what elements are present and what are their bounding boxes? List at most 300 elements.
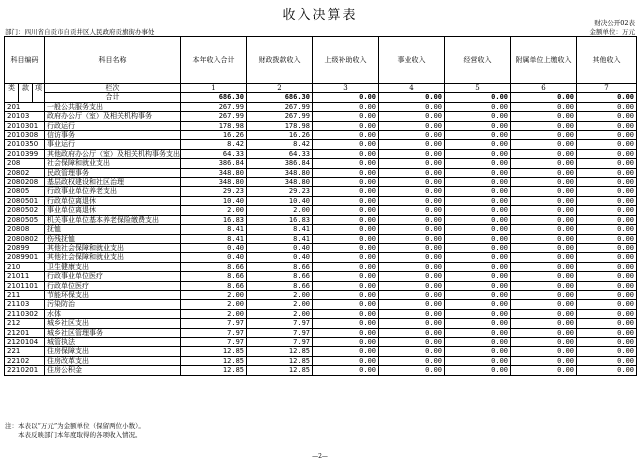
footnote-line: 本表反映部门本年度取得的各项收入情况。 — [5, 431, 142, 439]
header-xiang: 项 — [33, 84, 45, 103]
row-name: 行政事业单位医疗 — [45, 272, 181, 281]
income-table — [4, 36, 637, 376]
row-value: 0.00 — [577, 168, 637, 177]
department-label: 部门：四川省自贡市自贡井区人民政府贡旗街办事处 — [5, 28, 155, 36]
row-name: 民政管理事务 — [45, 168, 181, 177]
row-name: 城乡社区管理事务 — [45, 328, 181, 337]
row-name: 节能环保支出 — [45, 290, 181, 299]
row-code: 20802 — [5, 168, 45, 177]
total-row — [5, 93, 637, 102]
index-7: 7 — [577, 84, 637, 93]
row-value: 0.00 — [577, 290, 637, 299]
row-code: 20805 — [5, 187, 45, 196]
row-value: 0.00 — [511, 178, 577, 187]
row-name: 事业单位离退休 — [45, 206, 181, 215]
total-value: 686.30 — [247, 93, 313, 102]
table-row — [5, 281, 637, 290]
table-row — [5, 178, 637, 187]
table-row — [5, 215, 637, 224]
row-value: 8.66 — [247, 272, 313, 281]
table-row — [5, 253, 637, 262]
row-value: 0.00 — [511, 309, 577, 318]
row-name: 信访事务 — [45, 131, 181, 140]
table-row — [5, 131, 637, 140]
row-code: 21201 — [5, 328, 45, 337]
row-value: 0.00 — [379, 356, 445, 365]
index-5: 5 — [445, 84, 511, 93]
row-value: 0.00 — [511, 196, 577, 205]
row-value: 0.00 — [445, 347, 511, 356]
table-row — [5, 262, 637, 271]
row-value: 0.00 — [379, 206, 445, 215]
header-col2: 财政拨款收入 — [247, 37, 313, 84]
row-value: 8.42 — [181, 140, 247, 149]
row-code: 2120104 — [5, 337, 45, 346]
amount-unit: 金额单位：万元 — [589, 28, 635, 36]
row-value: 0.00 — [511, 356, 577, 365]
row-value: 0.00 — [445, 215, 511, 224]
row-value: 0.00 — [577, 309, 637, 318]
row-value: 0.00 — [445, 131, 511, 140]
row-code: 2210201 — [5, 366, 45, 375]
row-value: 0.00 — [313, 206, 379, 215]
row-value: 0.00 — [577, 253, 637, 262]
row-value: 0.00 — [511, 337, 577, 346]
row-value: 0.00 — [379, 102, 445, 111]
row-name: 住房公积金 — [45, 366, 181, 375]
row-value: 12.85 — [181, 347, 247, 356]
row-value: 0.00 — [445, 290, 511, 299]
footnotes — [5, 422, 145, 440]
row-value: 0.00 — [511, 234, 577, 243]
row-value: 0.00 — [445, 281, 511, 290]
row-value: 0.00 — [379, 112, 445, 121]
total-value: 0.00 — [445, 93, 511, 102]
total-value: 686.30 — [181, 93, 247, 102]
row-name: 住房保障支出 — [45, 347, 181, 356]
row-code: 20899 — [5, 243, 45, 252]
row-code: 208 — [5, 159, 45, 168]
row-code: 20103 — [5, 112, 45, 121]
header-col7: 其他收入 — [577, 37, 637, 84]
header-lei: 类 — [5, 84, 19, 103]
row-value: 16.83 — [247, 215, 313, 224]
row-value: 0.00 — [577, 234, 637, 243]
row-value: 0.00 — [313, 215, 379, 224]
row-code: 2110302 — [5, 309, 45, 318]
row-value: 0.00 — [313, 281, 379, 290]
row-value: 0.00 — [379, 309, 445, 318]
row-value: 0.00 — [577, 281, 637, 290]
row-value: 348.80 — [181, 168, 247, 177]
row-value: 0.00 — [379, 281, 445, 290]
row-value: 0.00 — [511, 112, 577, 121]
row-value: 0.00 — [313, 309, 379, 318]
row-value: 0.00 — [577, 337, 637, 346]
row-code: 2080505 — [5, 215, 45, 224]
row-code: 2010308 — [5, 131, 45, 140]
table-row — [5, 187, 637, 196]
header-col6: 附属单位上缴收入 — [511, 37, 577, 84]
row-value: 0.00 — [577, 149, 637, 158]
header-col5: 经营收入 — [445, 37, 511, 84]
row-name: 行政单位医疗 — [45, 281, 181, 290]
table-row — [5, 196, 637, 205]
row-value: 0.00 — [445, 234, 511, 243]
footnote-line: 注：本表以“万元”为金额单位（保留两位小数）。 — [5, 422, 145, 430]
row-value: 2.00 — [181, 206, 247, 215]
row-value: 0.40 — [181, 253, 247, 262]
row-value: 0.00 — [511, 347, 577, 356]
row-value: 267.99 — [247, 112, 313, 121]
row-value: 2.00 — [247, 309, 313, 318]
row-value: 0.00 — [511, 206, 577, 215]
header-row — [5, 37, 637, 84]
row-value: 0.00 — [445, 112, 511, 121]
row-value: 7.97 — [181, 319, 247, 328]
row-value: 178.98 — [247, 121, 313, 130]
row-code: 212 — [5, 319, 45, 328]
row-value: 2.00 — [181, 300, 247, 309]
row-value: 0.00 — [511, 290, 577, 299]
row-name: 其他社会保障和就业支出 — [45, 243, 181, 252]
row-value: 0.00 — [445, 149, 511, 158]
row-value: 0.00 — [511, 328, 577, 337]
row-value: 7.97 — [247, 337, 313, 346]
row-value: 16.26 — [247, 131, 313, 140]
row-name: 其他政府办公厅（室）及相关机构事务支出 — [45, 149, 181, 158]
row-value: 8.41 — [181, 225, 247, 234]
table-row — [5, 366, 637, 375]
row-value: 8.41 — [247, 225, 313, 234]
table-row — [5, 243, 637, 252]
header-col4: 事业收入 — [379, 37, 445, 84]
row-value: 16.26 — [181, 131, 247, 140]
row-value: 8.41 — [181, 234, 247, 243]
row-value: 0.00 — [577, 328, 637, 337]
table-row — [5, 102, 637, 111]
row-value: 0.00 — [313, 290, 379, 299]
row-value: 0.00 — [379, 319, 445, 328]
table-row — [5, 168, 637, 177]
row-value: 0.00 — [313, 178, 379, 187]
row-value: 267.99 — [247, 102, 313, 111]
row-value: 0.00 — [379, 300, 445, 309]
row-value: 0.00 — [445, 272, 511, 281]
row-name: 一般公共服务支出 — [45, 102, 181, 111]
index-3: 3 — [313, 84, 379, 93]
row-value: 0.00 — [445, 328, 511, 337]
row-value: 0.00 — [577, 131, 637, 140]
row-value: 7.97 — [247, 328, 313, 337]
row-value: 0.00 — [379, 168, 445, 177]
row-value: 0.00 — [313, 347, 379, 356]
row-name: 伤残抚恤 — [45, 234, 181, 243]
row-code: 201 — [5, 102, 45, 111]
row-code: 20808 — [5, 225, 45, 234]
row-value: 2.00 — [247, 290, 313, 299]
total-value: 0.00 — [511, 93, 577, 102]
row-value: 0.00 — [577, 366, 637, 375]
row-value: 0.00 — [577, 215, 637, 224]
column-index-row — [5, 84, 637, 93]
row-value: 0.00 — [577, 206, 637, 215]
row-code: 2080502 — [5, 206, 45, 215]
row-value: 386.84 — [181, 159, 247, 168]
row-value: 0.00 — [511, 121, 577, 130]
row-value: 0.00 — [445, 168, 511, 177]
row-value: 0.00 — [511, 281, 577, 290]
row-value: 29.23 — [181, 187, 247, 196]
table-row — [5, 347, 637, 356]
row-value: 0.00 — [313, 243, 379, 252]
row-value: 348.80 — [247, 178, 313, 187]
row-value: 386.84 — [247, 159, 313, 168]
row-value: 0.00 — [445, 159, 511, 168]
row-value: 0.00 — [313, 112, 379, 121]
table-row — [5, 206, 637, 215]
row-value: 16.83 — [181, 215, 247, 224]
row-value: 0.00 — [313, 319, 379, 328]
header-col3: 上级补助收入 — [313, 37, 379, 84]
table-row — [5, 290, 637, 299]
row-value: 0.00 — [445, 140, 511, 149]
lanci-label: 栏次 — [45, 84, 181, 93]
row-name: 社会保障和就业支出 — [45, 159, 181, 168]
row-value: 0.00 — [577, 196, 637, 205]
row-code: 2101101 — [5, 281, 45, 290]
index-6: 6 — [511, 84, 577, 93]
row-value: 8.66 — [181, 281, 247, 290]
row-value: 0.00 — [577, 356, 637, 365]
row-value: 0.00 — [577, 112, 637, 121]
table-row — [5, 356, 637, 365]
row-value: 0.00 — [379, 178, 445, 187]
row-value: 0.00 — [511, 272, 577, 281]
row-value: 0.00 — [313, 262, 379, 271]
row-value: 0.40 — [247, 253, 313, 262]
row-code: 2089901 — [5, 253, 45, 262]
row-name: 行政事业单位养老支出 — [45, 187, 181, 196]
index-4: 4 — [379, 84, 445, 93]
row-value: 0.00 — [379, 253, 445, 262]
row-code: 2010350 — [5, 140, 45, 149]
header-code: 科目编码 — [5, 37, 45, 84]
row-value: 0.00 — [379, 328, 445, 337]
row-value: 0.00 — [379, 366, 445, 375]
row-value: 0.00 — [577, 121, 637, 130]
row-value: 0.00 — [313, 131, 379, 140]
row-value: 0.00 — [313, 168, 379, 177]
row-name: 城管执法 — [45, 337, 181, 346]
row-value: 0.00 — [577, 272, 637, 281]
row-value: 0.00 — [313, 328, 379, 337]
row-value: 8.42 — [247, 140, 313, 149]
row-value: 0.00 — [577, 262, 637, 271]
row-value: 0.00 — [313, 253, 379, 262]
row-value: 0.00 — [379, 121, 445, 130]
row-value: 0.00 — [445, 225, 511, 234]
row-value: 29.23 — [247, 187, 313, 196]
row-name: 行政运行 — [45, 121, 181, 130]
row-value: 0.00 — [511, 366, 577, 375]
row-value: 0.00 — [379, 243, 445, 252]
row-name: 行政单位离退休 — [45, 196, 181, 205]
page-number: —2— — [312, 453, 328, 460]
table-row — [5, 319, 637, 328]
table-row — [5, 300, 637, 309]
row-value: 0.00 — [511, 131, 577, 140]
row-value: 0.00 — [577, 300, 637, 309]
row-value: 12.85 — [181, 366, 247, 375]
row-value: 12.85 — [181, 356, 247, 365]
row-code: 2080802 — [5, 234, 45, 243]
row-value: 0.00 — [313, 337, 379, 346]
index-1: 1 — [181, 84, 247, 93]
row-value: 0.00 — [511, 215, 577, 224]
row-value: 0.00 — [379, 196, 445, 205]
total-value: 0.00 — [577, 93, 637, 102]
table-row — [5, 140, 637, 149]
row-value: 0.00 — [577, 178, 637, 187]
row-value: 0.00 — [379, 215, 445, 224]
form-number: 财决公开02表 — [594, 19, 635, 27]
row-value: 0.40 — [181, 243, 247, 252]
row-value: 0.00 — [445, 102, 511, 111]
table-row — [5, 112, 637, 121]
row-value: 0.00 — [577, 187, 637, 196]
row-name: 基层政权建设和社区治理 — [45, 178, 181, 187]
table-row — [5, 149, 637, 158]
index-2: 2 — [247, 84, 313, 93]
row-value: 0.00 — [511, 149, 577, 158]
row-code: 221 — [5, 347, 45, 356]
row-name: 污染防治 — [45, 300, 181, 309]
row-value: 0.00 — [511, 140, 577, 149]
table-row — [5, 309, 637, 318]
row-value: 0.00 — [379, 347, 445, 356]
row-name: 事业运行 — [45, 140, 181, 149]
row-value: 0.00 — [445, 206, 511, 215]
row-value: 64.33 — [247, 149, 313, 158]
row-value: 0.00 — [577, 319, 637, 328]
row-value: 0.00 — [313, 366, 379, 375]
row-value: 0.00 — [379, 225, 445, 234]
row-value: 0.00 — [445, 366, 511, 375]
row-value: 0.00 — [313, 196, 379, 205]
row-value: 0.00 — [577, 140, 637, 149]
row-value: 0.00 — [577, 347, 637, 356]
row-value: 2.00 — [247, 300, 313, 309]
total-value: 0.00 — [379, 93, 445, 102]
row-value: 10.40 — [247, 196, 313, 205]
row-name: 城乡社区支出 — [45, 319, 181, 328]
row-value: 12.85 — [247, 356, 313, 365]
row-value: 0.00 — [313, 356, 379, 365]
row-name: 水体 — [45, 309, 181, 318]
row-value: 0.00 — [445, 243, 511, 252]
row-value: 12.85 — [247, 347, 313, 356]
row-value: 0.00 — [577, 102, 637, 111]
row-name: 住房改革支出 — [45, 356, 181, 365]
row-value: 0.00 — [379, 149, 445, 158]
row-value: 0.00 — [511, 243, 577, 252]
table-row — [5, 121, 637, 130]
row-value: 0.00 — [445, 337, 511, 346]
row-value: 0.00 — [445, 196, 511, 205]
table-row — [5, 328, 637, 337]
row-value: 0.00 — [577, 243, 637, 252]
row-value: 348.80 — [247, 168, 313, 177]
row-value: 7.97 — [181, 328, 247, 337]
row-value: 0.00 — [445, 262, 511, 271]
row-value: 7.97 — [181, 337, 247, 346]
report-title: 收入决算表 — [282, 8, 358, 23]
table-row — [5, 234, 637, 243]
row-value: 64.33 — [181, 149, 247, 158]
row-value: 0.00 — [445, 121, 511, 130]
row-value: 0.00 — [313, 225, 379, 234]
total-value: 0.00 — [313, 93, 379, 102]
row-value: 2.00 — [247, 206, 313, 215]
row-code: 2010301 — [5, 121, 45, 130]
row-value: 0.00 — [379, 272, 445, 281]
row-value: 0.00 — [379, 187, 445, 196]
row-value: 0.00 — [379, 131, 445, 140]
row-value: 178.98 — [181, 121, 247, 130]
row-value: 12.85 — [247, 366, 313, 375]
row-value: 8.41 — [247, 234, 313, 243]
row-value: 7.97 — [247, 319, 313, 328]
row-value: 10.40 — [181, 196, 247, 205]
row-code: 210 — [5, 262, 45, 271]
table-row — [5, 159, 637, 168]
row-value: 0.00 — [511, 187, 577, 196]
row-value: 267.99 — [181, 102, 247, 111]
row-value: 0.00 — [379, 234, 445, 243]
row-value: 0.00 — [511, 168, 577, 177]
total-label: 合计 — [45, 93, 181, 102]
row-code: 211 — [5, 290, 45, 299]
row-value: 0.00 — [313, 272, 379, 281]
table-row — [5, 225, 637, 234]
row-value: 267.99 — [181, 112, 247, 121]
row-value: 0.00 — [511, 253, 577, 262]
row-code: 21103 — [5, 300, 45, 309]
row-value: 0.00 — [313, 121, 379, 130]
row-value: 0.00 — [511, 300, 577, 309]
row-value: 0.00 — [445, 356, 511, 365]
row-code: 2080501 — [5, 196, 45, 205]
row-name: 其他社会保障和就业支出 — [45, 253, 181, 262]
row-value: 0.00 — [313, 140, 379, 149]
row-value: 8.66 — [247, 262, 313, 271]
row-code: 2080208 — [5, 178, 45, 187]
table-row — [5, 337, 637, 346]
row-value: 8.66 — [181, 272, 247, 281]
row-value: 0.00 — [379, 290, 445, 299]
row-value: 0.00 — [511, 319, 577, 328]
row-value: 2.00 — [181, 309, 247, 318]
row-value: 0.00 — [511, 262, 577, 271]
row-value: 8.66 — [181, 262, 247, 271]
row-value: 0.00 — [445, 187, 511, 196]
row-value: 0.00 — [445, 178, 511, 187]
row-value: 0.00 — [379, 337, 445, 346]
row-value: 0.00 — [379, 159, 445, 168]
row-value: 0.00 — [313, 159, 379, 168]
row-value: 0.00 — [445, 309, 511, 318]
